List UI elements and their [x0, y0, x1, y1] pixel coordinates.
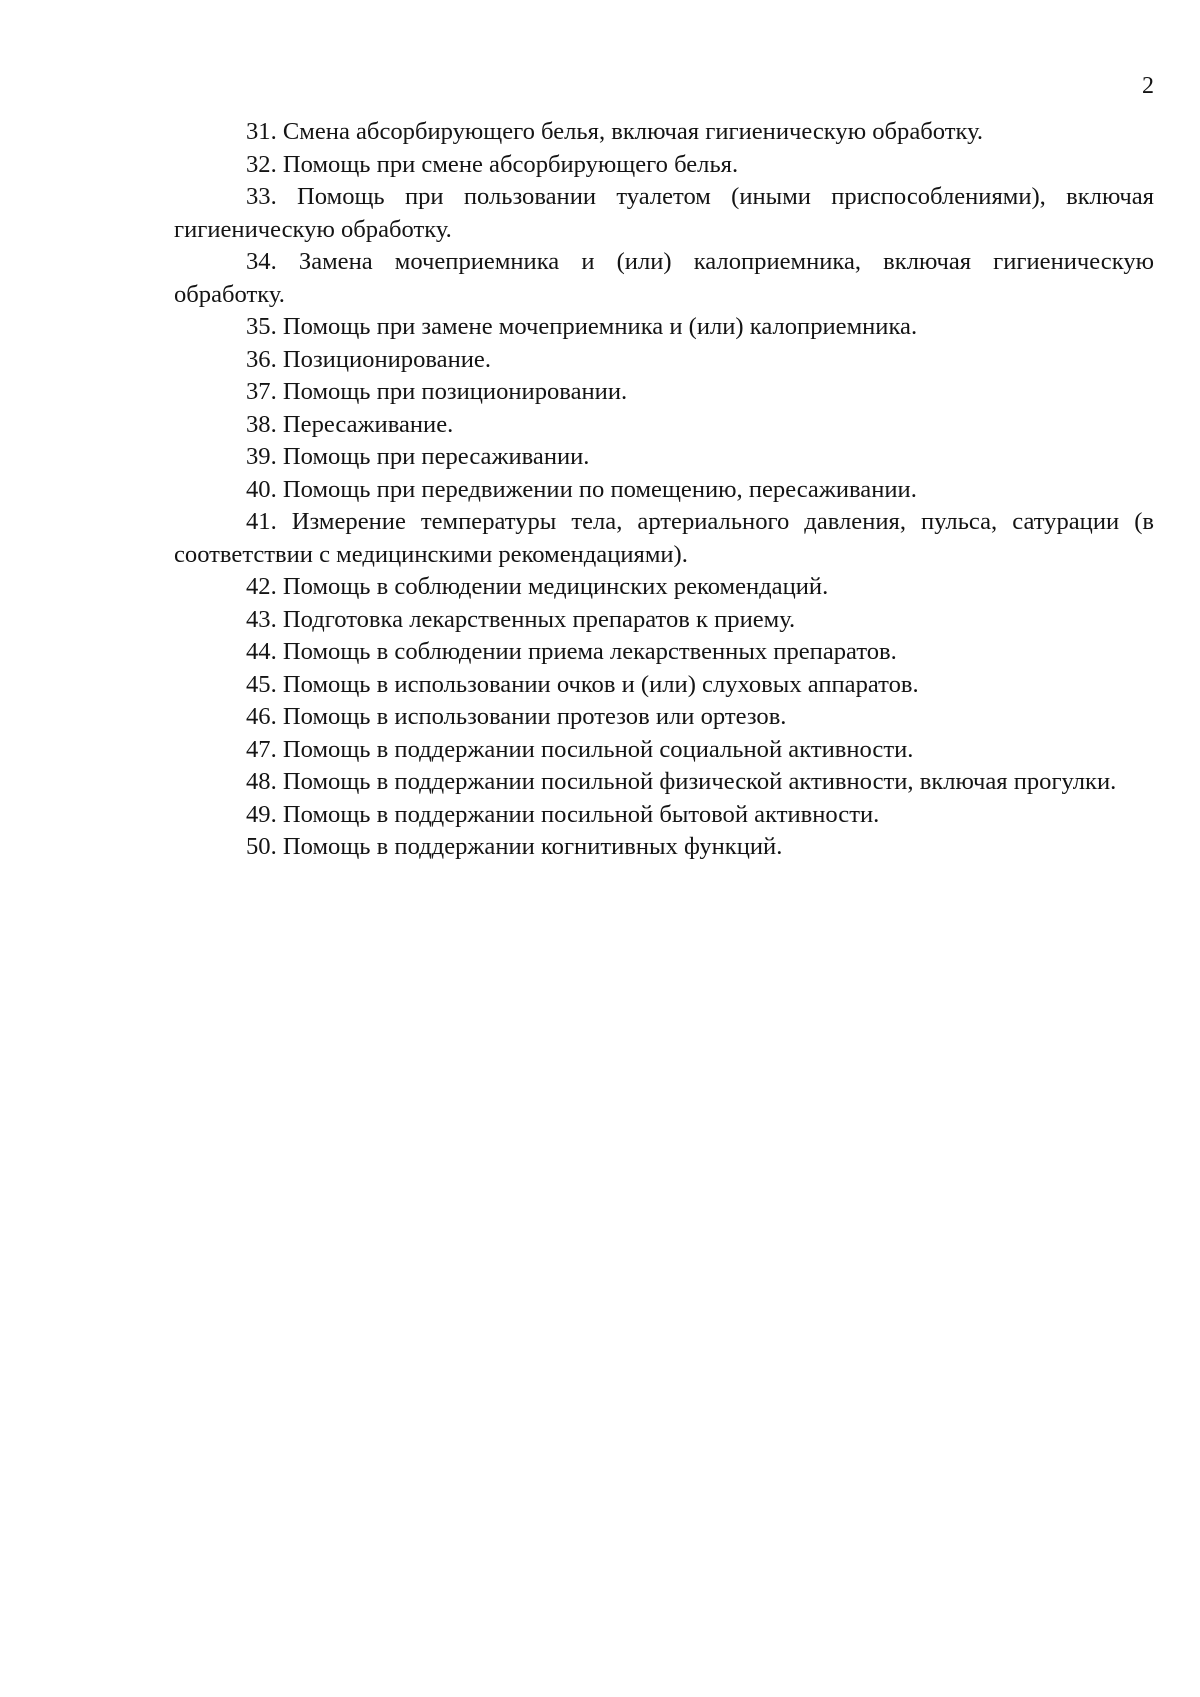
item-number: 48.: [246, 768, 277, 795]
list-item: [174, 734, 1154, 767]
item-text: Помощь при замене мочеприемника и (или) калоприемника.: [282, 313, 918, 340]
item-text: Помощь при смене абсорбирующего белья.: [282, 150, 739, 178]
item-text: Помощь в поддержании посильной физической активности, включая прогулки.: [282, 768, 1117, 795]
item-text: Помощь в соблюдении медицинских рекомендаций.: [282, 573, 829, 600]
item-text: Помощь в использовании протезов или ортезов.: [282, 703, 787, 730]
item-number: 45.: [246, 670, 277, 698]
services-list: [174, 116, 1154, 864]
item-text: Помощь при пользовании туалетом (иными приспособлениями), включая гигиеническую обработку.: [174, 183, 1154, 243]
list-item: [174, 344, 1154, 377]
item-number: 43.: [246, 605, 277, 633]
list-item: [174, 409, 1154, 442]
item-number: 33.: [246, 183, 277, 210]
item-number: 36.: [246, 345, 277, 373]
list-item: [174, 474, 1154, 507]
item-text: Замена мочеприемника и (или) калоприемника, включая гигиеническую обработку.: [174, 248, 1154, 308]
page-number: 2: [1142, 73, 1154, 99]
list-item: [174, 604, 1154, 637]
item-number: 46.: [246, 703, 277, 730]
item-number: 41.: [246, 508, 277, 535]
item-text: Позиционирование.: [282, 345, 491, 373]
list-item: [174, 766, 1154, 799]
item-number: 39.: [246, 443, 277, 470]
item-number: 38.: [246, 410, 277, 438]
item-number: 32.: [246, 150, 277, 178]
item-text: Пересаживание.: [282, 410, 454, 438]
item-text: Помощь в поддержании посильной бытовой активности.: [282, 800, 880, 828]
item-text: Помощь в поддержании посильной социальной активности.: [282, 735, 914, 763]
item-number: 42.: [246, 573, 277, 600]
list-item: [174, 506, 1154, 571]
item-text: Помощь при передвижении по помещению, пересаживании.: [282, 475, 917, 503]
item-number: 37.: [246, 378, 277, 405]
item-number: 40.: [246, 475, 277, 503]
item-text: Помощь в поддержании когнитивных функций.: [282, 833, 783, 860]
item-text: Помощь при позиционировании.: [282, 378, 628, 405]
list-item: [174, 149, 1154, 182]
list-item: [174, 799, 1154, 832]
list-item: [174, 181, 1154, 246]
item-number: 44.: [246, 638, 277, 665]
item-text: Помощь в соблюдении приема лекарственных препаратов.: [282, 638, 897, 665]
list-item: [174, 701, 1154, 734]
list-item: [174, 571, 1154, 604]
list-item: [174, 246, 1154, 311]
list-item: [174, 636, 1154, 669]
item-number: 49.: [246, 800, 277, 828]
list-item: [174, 376, 1154, 409]
list-item: [174, 441, 1154, 474]
item-number: 34.: [246, 248, 277, 275]
item-number: 31.: [246, 118, 277, 145]
item-text: Подготовка лекарственных препаратов к приему.: [282, 605, 796, 633]
item-number: 50.: [246, 833, 277, 860]
item-text: Помощь при пересаживании.: [282, 443, 590, 470]
item-text: Смена абсорбирующего белья, включая гигиеническую обработку.: [282, 118, 984, 145]
list-item: [174, 669, 1154, 702]
item-number: 35.: [246, 313, 277, 340]
item-number: 47.: [246, 735, 277, 763]
list-item: [174, 116, 1154, 149]
item-text: Помощь в использовании очков и (или) слуховых аппаратов.: [282, 670, 919, 698]
list-item: [174, 831, 1154, 864]
list-item: [174, 311, 1154, 344]
item-text: Измерение температуры тела, артериального давления, пульса, сатурации (в соответствии с медицинскими рекомендациями).: [174, 508, 1154, 568]
